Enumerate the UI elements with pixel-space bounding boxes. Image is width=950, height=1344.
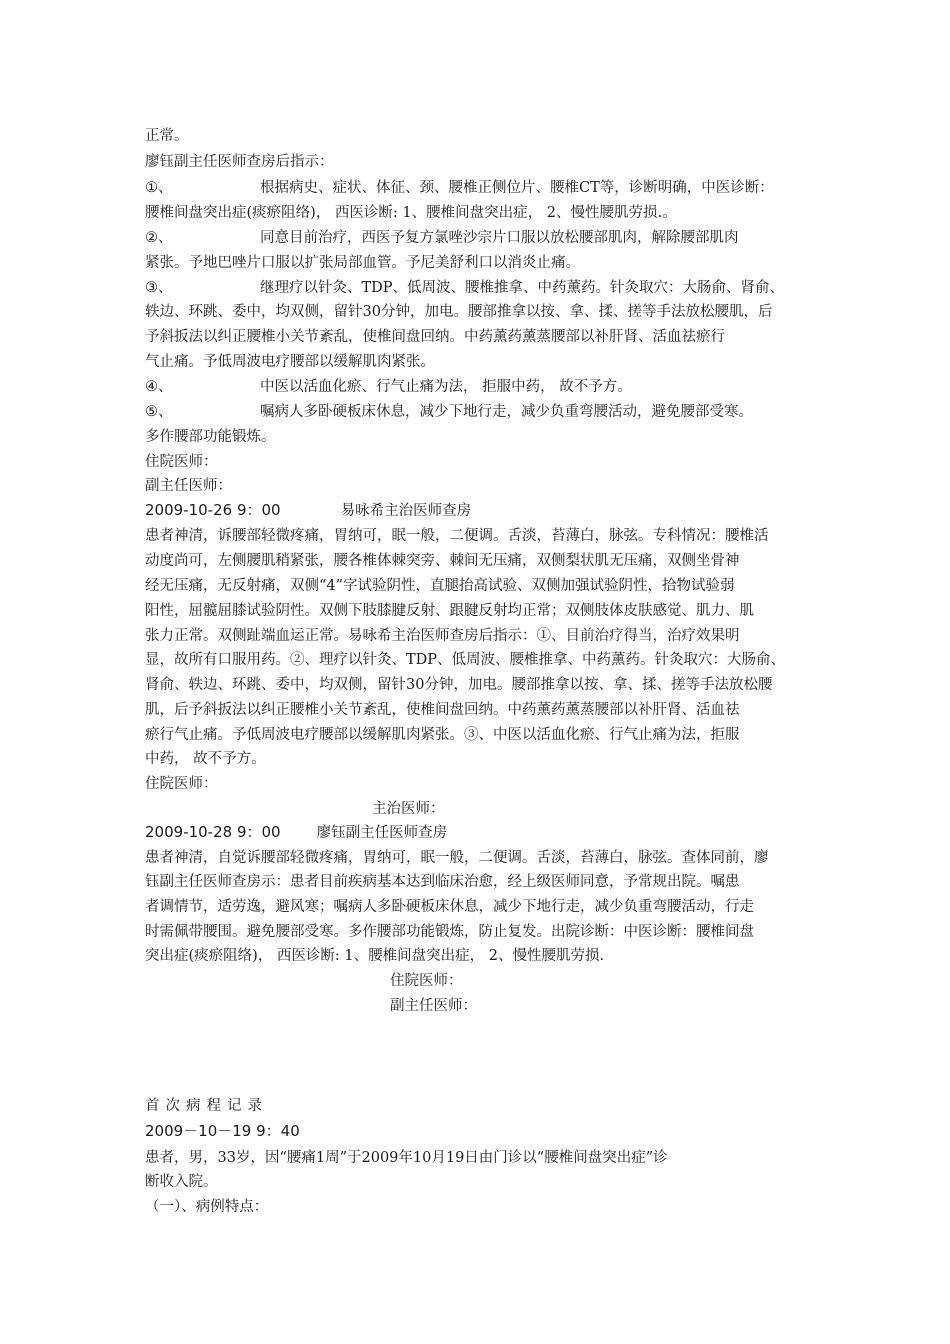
text-line: 阳性，屈髋屈膝试验阴性。双侧下肢膝腱反射、跟腱反射均正常；双侧肢体皮肤感觉、肌力、肌 (145, 603, 754, 619)
text-line: 肌，后予斜扳法以纠正腰椎小关节紊乱，使椎间盘回纳。中药薰药薰蒸腰部以补肝肾、活血祛 (145, 702, 740, 718)
text-line: 断收入院。 (145, 1174, 218, 1190)
resident-signature-label: 住院医师： (145, 776, 218, 792)
entry-title: 廖钰副主任医师查房 (316, 825, 448, 841)
text-line: 者调情节，适劳逸，避风寒；嘱病人多卧硬板床休息，减少下地行走，减少负重弯腰活动，行走 (145, 899, 754, 915)
text-line: 肾俞、轶边、环跳、委中，均双侧，留针30分钟，加电。腰部推拿以按、拿、揉、搓等手法放松腰 (145, 677, 773, 693)
entry-date: 2009-10-28 9：00 (145, 823, 281, 841)
rounds-entry-header (145, 822, 825, 843)
text-line: 时需佩带腰围。避免腰部受寒。多作腰部功能锻炼，防止复发。出院诊断：中医诊断：腰椎间盘 (145, 924, 754, 940)
instruction-3 (145, 278, 825, 298)
item-number: ③、 (145, 280, 173, 296)
item-text: 继理疗以针灸、TDP、低周波、腰椎推拿、中药薰药。针灸取穴：大肠俞、肾俞、 (260, 280, 785, 296)
text-line: 经无压痛，无反射痛，双侧“4”字试验阴性，直腿抬高试验、双侧加强试验阴性，拾物试验弱 (145, 578, 735, 594)
resident-signature-label: 住院医师： (390, 973, 463, 989)
subsection-heading: （一）、病例特点： (145, 1199, 269, 1215)
rounds-heading: 廖钰副主任医师查房后指示： (145, 154, 334, 170)
item-text: 根据病史、症状、体征、颈、腰椎正侧位片、腰椎CT等，诊断明确，中医诊断： (260, 180, 774, 196)
item-number: ④、 (145, 379, 173, 395)
entry-date: 2009-10-26 9：00 (145, 501, 281, 519)
deputy-chief-signature-label: 副主任医师： (145, 478, 232, 494)
text-line: 轶边、环跳、委中，均双侧，留针30分钟，加电。腰部推拿以按、拿、揉、搓等手法放松腰肌，后 (145, 304, 773, 320)
entry-title: 易咏希主治医师查房 (340, 503, 472, 519)
text-line: 紧张。予地巴唑片口服以扩张局部血管。予尼美舒利口以消炎止痛。 (145, 255, 580, 271)
section-title: 首次病程记录 (145, 1098, 268, 1114)
item-text: 同意目前治疗，西医予复方氯唑沙宗片口服以放松腰部肌肉，解除腰部肌肉 (260, 230, 739, 246)
rounds-entry-header (145, 500, 825, 521)
text-line: 动度尚可，左侧腰肌稍紧张，腰各椎体棘突旁、棘间无压痛，双侧梨状肌无压痛，双侧坐骨神 (145, 553, 740, 569)
text-line: 腰椎间盘突出症(痰瘀阻络)， 西医诊断: 1、腰椎间盘突出症， 2、慢性腰肌劳损.。 (145, 205, 677, 221)
text-line: 多作腰部功能锻炼。 (145, 429, 276, 445)
item-number: ②、 (145, 230, 173, 246)
text-line: 气止痛。予低周波电疗腰部以缓解肌肉紧张。 (145, 354, 435, 370)
item-text: 中医以活血化瘀、行气止痛为法， 拒服中药， 故不予方。 (260, 379, 632, 395)
item-number: ⑤、 (145, 404, 173, 420)
text-line: 中药， 故不予方。 (145, 751, 266, 767)
text-line: 患者，男，33岁，因“腰痛1周”于2009年10月19日由门诊以“腰椎间盘突出症”诊 (145, 1150, 668, 1166)
text-line: 瘀行气止痛。予低周波电疗腰部以缓解肌肉紧张。③、中医以活血化瘀、行气止痛为法，拒服 (145, 727, 740, 743)
deputy-chief-signature-label: 副主任医师： (390, 998, 477, 1014)
attending-signature-label: 主治医师： (372, 801, 445, 817)
resident-signature-label: 住院医师： (145, 454, 218, 470)
item-number: ①、 (145, 180, 173, 196)
instruction-2 (145, 228, 825, 248)
instruction-4 (145, 377, 825, 397)
text-line: 予斜扳法以纠正腰椎小关节紊乱，使椎间盘回纳。中药薰药薰蒸腰部以补肝肾、活血祛瘀行 (145, 329, 725, 345)
text-line: 患者神清，诉腰部轻微疼痛，胃纳可，眠一般，二便调。舌淡，苔薄白，脉弦。专科情况：腰椎活 (145, 528, 769, 544)
instruction-1 (145, 178, 825, 198)
text-line: 患者神清，自觉诉腰部轻微疼痛，胃纳可，眠一般，二便调。舌淡，苔薄白，脉弦。查体同前，廖 (145, 850, 769, 866)
text-line: 张力正常。双侧趾端血运正常。易咏希主治医师查房后指示：①、目前治疗得当，治疗效果明 (145, 628, 740, 644)
instruction-5 (145, 402, 825, 422)
text-line: 正常。 (145, 128, 189, 144)
text-line: 突出症(痰瘀阻络)， 西医诊断: 1、腰椎间盘突出症， 2、慢性腰肌劳损. (145, 948, 605, 964)
item-text: 嘱病人多卧硬板床休息，减少下地行走，减少负重弯腰活动，避免腰部受寒。 (260, 404, 753, 420)
record-datetime: 2009－10－19 9：40 (145, 1122, 300, 1140)
text-line: 显，故所有口服用药。②、理疗以针灸、TDP、低周波、腰椎推拿、中药薰药。针灸取穴：大肠俞、 (145, 652, 786, 668)
text-line: 钰副主任医师查房示：患者目前疾病基本达到临床治愈，经上级医师同意，予常规出院。嘱患 (145, 874, 740, 890)
